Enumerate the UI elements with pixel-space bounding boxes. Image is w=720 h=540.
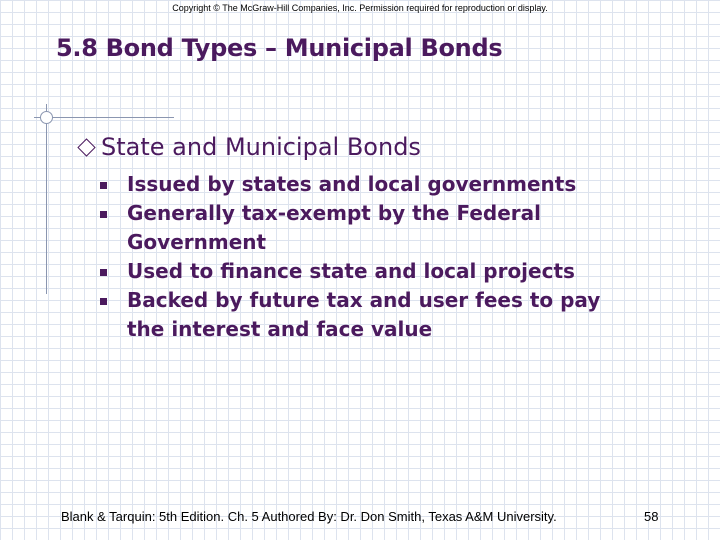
heading-text: State and Municipal Bonds bbox=[101, 133, 421, 161]
square-bullet-icon bbox=[100, 211, 107, 218]
square-bullet-icon bbox=[100, 269, 107, 276]
bullet-text: Used to finance state and local projects bbox=[127, 259, 575, 283]
list-item bbox=[100, 170, 640, 199]
bullet-text: Generally tax-exempt by the Federal Government bbox=[127, 201, 541, 254]
bullet-text: Issued by states and local governments bbox=[127, 172, 577, 196]
decorative-circle-icon bbox=[40, 111, 53, 124]
list-item bbox=[100, 257, 640, 286]
page-number: 58 bbox=[644, 509, 659, 524]
list-item bbox=[100, 199, 640, 257]
copyright-notice: Copyright © The McGraw-Hill Companies, Inc. Permission required for reproduction or display. bbox=[172, 3, 548, 13]
footer-citation: Blank & Tarquin: 5th Edition. Ch. 5 Authored By: Dr. Don Smith, Texas A&M University. bbox=[61, 509, 557, 524]
bullet-text: Backed by future tax and user fees to pay the interest and face value bbox=[127, 288, 601, 341]
square-bullet-icon bbox=[100, 298, 107, 305]
decorative-horizontal-rule bbox=[34, 117, 174, 118]
diamond-icon bbox=[77, 138, 95, 156]
bullet-list bbox=[100, 170, 640, 344]
list-item bbox=[100, 286, 640, 344]
heading-item bbox=[78, 133, 421, 161]
decorative-vertical-rule bbox=[46, 104, 47, 294]
square-bullet-icon bbox=[100, 182, 107, 189]
slide-title: 5.8 Bond Types – Municipal Bonds bbox=[56, 34, 503, 62]
